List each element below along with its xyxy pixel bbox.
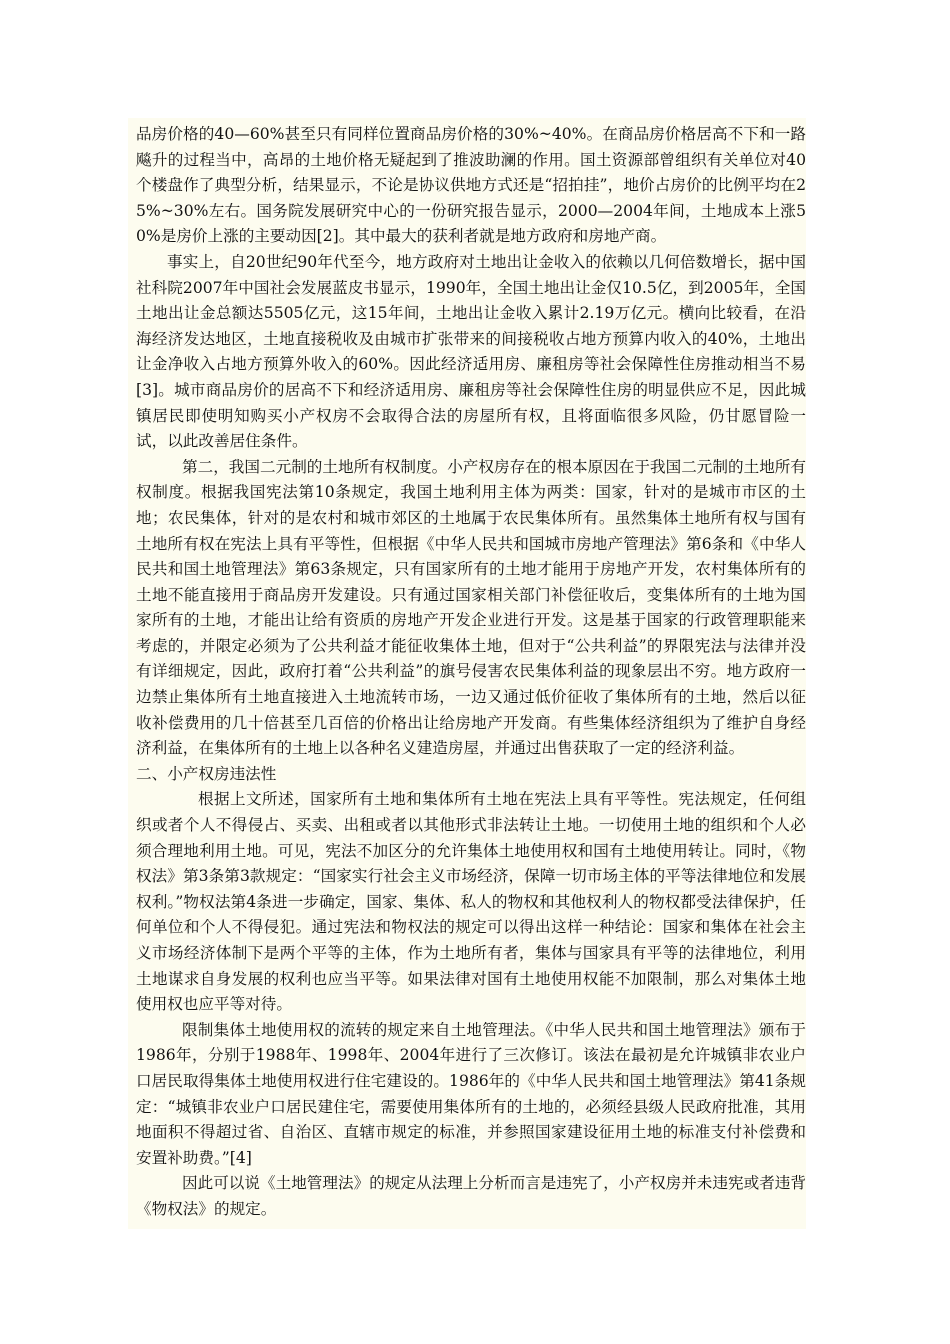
paragraph-conclusion: 因此可以说《土地管理法》的规定从法理上分析而言是违宪了，小产权房并未违宪或者违背《物权法》的规定。 bbox=[136, 1174, 806, 1218]
paragraph-dual-ownership: 第二，我国二元制的土地所有权制度。小产权房存在的根本原因在于我国二元制的土地所有权制度。根据我国宪法第10条规定，我国土地利用主体为两类：国家，针对的是城市市区的土地；农民集体，针对的是农村和城市郊区的土地属于农民集体所有。虽然集体土地所有权与国有土地所有权在宪法上具有平等性，但根据《中华人民共和国城市房地产管理法》第6条和《中华人民共和国土地管理法》第63条规定，只有国家所有的土地才能用于房地产开发，农村集体所有的土地不能直接用于商品房开发建设。只有通过国家相关部门补偿征收后，变集体所有的土地为国家所有的土地，才能出让给有资质的房地产开发企业进行开发。这是基于国家的行政管理职能来考虑的，并限定必须为了公共利益才能征收集体土地，但对于“公共利益”的界限宪法与法律并没有详细规定，因此，政府打着“公共利益”的旗号侵害农民集体利益的现象层出不穷。地方政府一边禁止集体所有土地直接进入土地流转市场，一边又通过低价征收了集体所有的土地，然后以征收补偿费用的几十倍甚至几百倍的价格出让给房地产开发商。有些集体经济组织为了维护自身经济利益，在集体所有的土地上以各种名义建造房屋，并通过出售获取了一定的经济利益。 bbox=[136, 457, 806, 758]
paragraph-land-price: 品房价格的40—60%甚至只有同样位置商品房价格的30%~40%。在商品房价格居高不下和一路飚升的过程当中，高昂的土地价格无疑起到了推波助澜的作用。国土资源部曾组织有关单位对40个楼盘作了典型分析，结果显示，不论是协议供地方式还是“招拍挂”，地价占房价的比例平均在25%~30%左右。国务院发展研究中心的一份研究报告显示，2000—2004年间，土地成本上涨50%是房价上涨的主要动因[2]。其中最大的获利者就是地方政府和房地产商。 bbox=[136, 125, 806, 246]
paragraph-land-revenue: 事实上，自20世纪90年代至今，地方政府对土地出让金收入的依赖以几何倍数增长，据中国社科院2007年中国社会发展蓝皮书显示，1990年，全国土地出让金仅10.5亿，到2005年，全国土地出让金总额达5505亿元，这15年间，土地出让金收入累计2.19万亿元。横向比较看，在沿海经济发达地区，土地直接税收及由城市扩张带来的间接税收占地方预算内收入的40%，土地出让金净收入占地方预算外收入的60%。因此经济适用房、廉租房等社会保障性住房推动相当不易[3]。城市商品房价的居高不下和经济适用房、廉租房等社会保障性住房的明显供应不足，因此城镇居民即使明知购买小产权房不会取得合法的房屋所有权，且将面临很多风险，仍甘愿冒险一试，以此改善居住条件。 bbox=[136, 252, 806, 451]
paragraph-constitution: 根据上文所述，国家所有土地和集体所有土地在宪法上具有平等性。宪法规定，任何组织或者个人不得侵占、买卖、出租或者以其他形式非法转让土地。一切使用土地的组织和个人必须合理地利用土地。可见，宪法不加区分的允许集体土地使用权和国有土地使用转让。同时，《物权法》第3条第3款规定：“国家实行社会主义市场经济，保障一切市场主体的平等法律地位和发展权利。”物权法第4条进一步确定，国家、集体、私人的物权和其他权利人的物权都受法律保护，任何单位和个人不得侵犯。通过宪法和物权法的规定可以得出这样一种结论：国家和集体在社会主义市场经济体制下是两个平等的主体，作为土地所有者，集体与国家具有平等的法律地位，利用土地谋求自身发展的权利也应当平等。如果法律对国有土地使用权能不加限制，那么对集体土地使用权也应平等对待。 bbox=[136, 790, 806, 1014]
section-heading: 二、小产权房违法性 bbox=[136, 764, 277, 783]
paragraph-land-law: 限制集体土地使用权的流转的规定来自土地管理法。《中华人民共和国土地管理法》颁布于1986年，分别于1988年、1998年、2004年进行了三次修订。该法在最初是允许城镇非农业户口居民取得集体土地使用权进行住宅建设的。1986年的《中华人民共和国土地管理法》第41条规定：“城镇非农业户口居民建住宅，需要使用集体所有的土地的，必须经县级人民政府批准，其用地面积不得超过省、自治区、直辖市规定的标准，并参照国家建设征用土地的标准支付补偿费和安置补助费。”[4] bbox=[136, 1020, 806, 1167]
document-body bbox=[128, 118, 806, 1229]
